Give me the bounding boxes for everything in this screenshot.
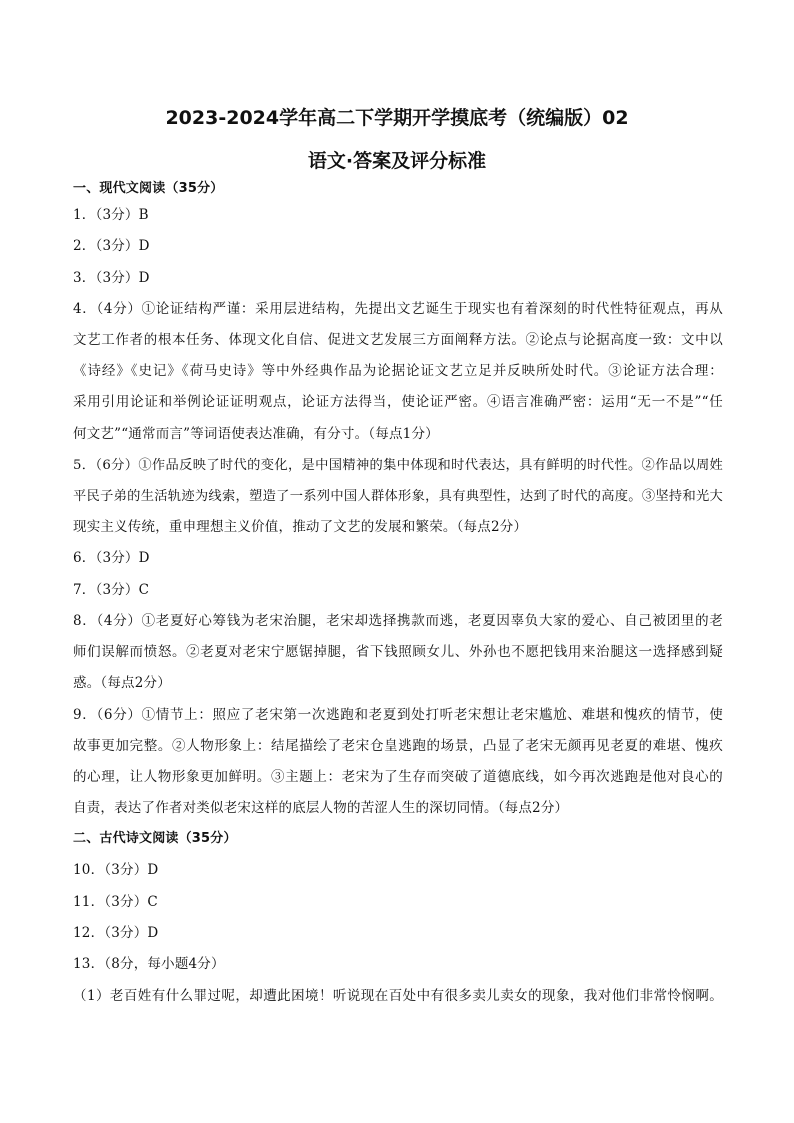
- page-title: 2023-2024学年高二下学期开学摸底考（统编版）02: [165, 107, 629, 129]
- answer-line: 4．（4分）①论证结构严谨：采用层进结构，先提出文艺诞生于现实也有着深刻的时代性特征观点，再从: [73, 301, 723, 317]
- answer-line: 13．（8分，每小题4分）: [73, 956, 225, 972]
- answer-line: 文艺工作者的根本任务、体现文化自信、促进文艺发展三方面阐释方法。②论点与论据高度一致：文中以: [73, 332, 723, 348]
- page-subtitle: 语文·答案及评分标准: [307, 150, 487, 172]
- answer-line: 5．（6分）①作品反映了时代的变化，是中国精神的集中体现和时代表达，具有鲜明的时代性。②作品以周姓: [73, 458, 723, 473]
- answer-line: 12．（3分）D: [73, 925, 159, 941]
- section-heading: 二、古代诗文阅读（35分）: [73, 831, 237, 846]
- section-heading: 一、现代文阅读（35分）: [73, 181, 224, 196]
- answer-line: 《诗经》《史记》《荷马史诗》等中外经典作品为论据论证文艺立足并反映所处时代。③论证方法合理：: [73, 363, 723, 379]
- answer-line: 的心理，让人物形象更加鲜明。③主题上：老宋为了生存而突破了道德底线，如今再次逃跑是他对良心的: [73, 769, 723, 785]
- answer-line: 师们误解而愤怒。②老夏对老宋宁愿锯掉腿，省下钱照顾女儿、外孙也不愿把钱用来治腿这一选择感到疑: [73, 644, 723, 660]
- answer-line: 惑。（每点2分）: [73, 675, 171, 691]
- answer-line: 3．（3分）D: [73, 270, 150, 286]
- answer-line: 现实主义传统，重申理想主义价值，推动了文艺的发展和繁荣。（每点2分）: [73, 519, 528, 535]
- answer-line: 1．（3分）B: [73, 207, 149, 223]
- answer-line: 10．（3分）D: [73, 862, 159, 878]
- answer-line: 平民子弟的生活轨迹为线索，塑造了一系列中国人群体形象，具有典型性，达到了时代的高度。③坚持和光大: [73, 489, 723, 504]
- answer-line: 8．（4分）①老夏好心筹钱为老宋治腿，老宋却选择携款而逃，老夏因辜负大家的爱心、自己被团里的老: [73, 613, 723, 629]
- answer-line: 7．（3分）C: [73, 582, 150, 598]
- answer-line: 6．（3分）D: [73, 550, 150, 566]
- answer-line: 何文艺”“通常而言”等词语使表达准确，有分寸。（每点1分）: [73, 426, 439, 442]
- answer-line: 9．（6分）①情节上：照应了老宋第一次逃跑和老夏到处打听老宋想让老宋尴尬、难堪和愧疚的情节，使: [73, 707, 723, 723]
- answer-line: 故事更加完整。②人物形象上：结尾描绘了老宋仓皇逃跑的场景，凸显了老宋无颜再见老夏的难堪、愧疚: [73, 738, 723, 754]
- answer-line: （1）老百姓有什么罪过呢，却遭此困境！听说现在百处中有很多卖儿卖女的现象，我对他们非常怜悯啊。: [73, 988, 723, 1004]
- answer-line: 11．（3分）C: [73, 894, 158, 910]
- answer-line: 自责，表达了作者对类似老宋这样的底层人物的苦涩人生的深切同情。（每点2分）: [73, 800, 569, 816]
- answer-line: 2．（3分）D: [73, 238, 150, 254]
- answer-line: 采用引用论证和举例论证证明观点，论证方法得当，使论证严密。④语言准确严密：运用“无一不是”“任: [73, 394, 723, 410]
